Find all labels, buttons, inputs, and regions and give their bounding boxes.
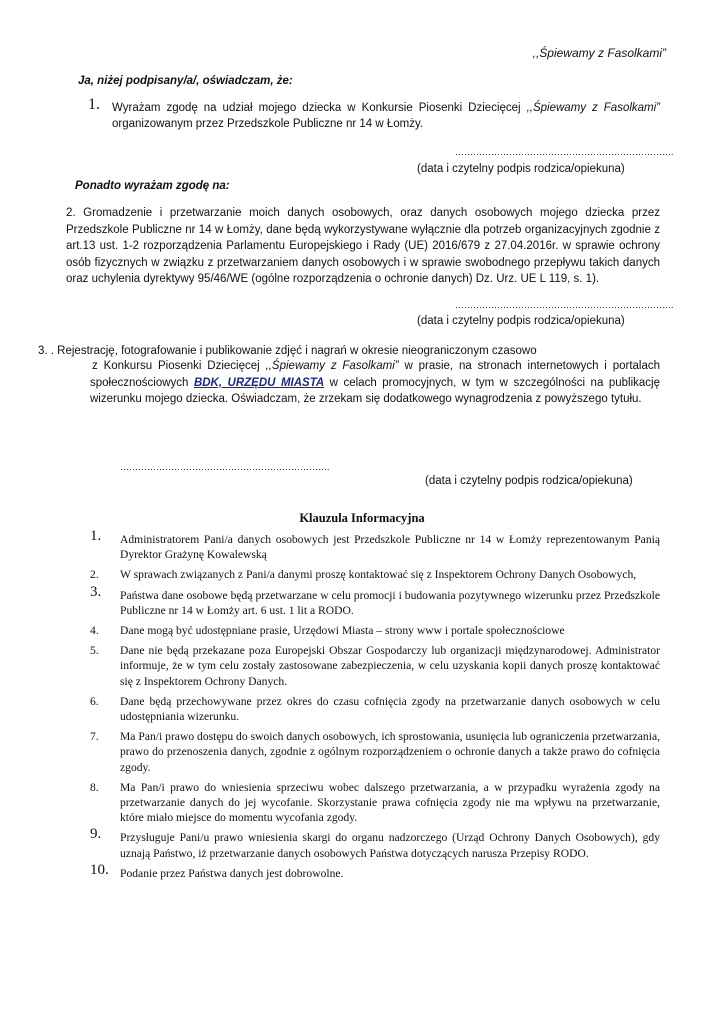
klauzula-item <box>90 528 660 562</box>
klauzula-item-number: 2. <box>90 568 99 582</box>
klauzula-list <box>90 528 660 886</box>
klauzula-item-text: Administratorem Pani/a danych osobowych jest Przedszkole Publiczne nr 14 w Łomży reprezentowanym Panią Dyrektor Grażynę Kowalewską <box>120 533 660 562</box>
klauzula-item-text: Ma Pan/i prawo dostępu do swoich danych osobowych, ich sprostowania, usunięcia lub ograniczenia przetwarzania, prawo do przenoszenia danych, zgodnie z ogólnym rozporządzeniem o ochronie danych a także prawo do cofnięcia zgody. <box>120 730 660 774</box>
klauzula-item-number: 3. <box>90 583 102 600</box>
klauzula-item <box>90 643 660 689</box>
klauzula-item <box>90 583 660 618</box>
klauzula-item-number: 5. <box>90 644 99 658</box>
klauzula-item-text: Dane mogą być udostępniane prasie, Urzędowi Miasta – strony www i portale społecznościowe <box>120 624 565 638</box>
signature-caption-1: (data i czytelny podpis rodzica/opiekuna) <box>417 163 625 175</box>
klauzula-item-number: 4. <box>90 624 99 638</box>
klauzula-item-number: 7. <box>90 730 99 744</box>
klauzula-item-number: 10. <box>90 861 109 878</box>
brand-highlight: BDK, URZĘDU MIASTA <box>193 376 325 389</box>
klauzula-item-text: Dane nie będą przekazane poza Europejski Obszar Gospodarczy lub organizacji międzynarodowej. Administrator informuje, że w tym celu zostały zastosowane zabezpieczenia, w celu uzyskania kopii danych proszę kontaktować się z Inspektorem Ochrony Danych. <box>120 644 660 688</box>
signature-line-1: ………………………………………………………………. <box>455 147 674 157</box>
klauzula-item-number: 1. <box>90 528 102 544</box>
consent-intro: Ja, niżej podpisany/a/, oświadczam, że: <box>78 75 293 87</box>
consent-item-3-text-c: w celach promocyjnych, w tym w szczególności na publikację wizerunku mojego dziecka. Oświadczam, że zrzekam się dodatkowego wynagrodzenia z powyższego tytułu. <box>90 376 660 405</box>
klauzula-item <box>90 694 660 724</box>
consent-item-3-lead: 3. . Rejestrację, fotografowanie i publikowanie zdjęć i nagrań w okresie nieograniczonym czasowo <box>38 345 537 357</box>
consent-item-1-text-b: organizowanym przez Przedszkole Publiczne nr 14 w Łomży. <box>112 118 424 130</box>
consent-item-1-text-a: Wyrażam zgodę na udział mojego dziecka w Konkursie Piosenki Dziecięcej <box>112 102 527 114</box>
document-header-title: ,,Śpiewamy z Fasolkami” <box>532 46 666 60</box>
klauzula-item <box>90 623 660 638</box>
consent-item-1 <box>88 96 660 132</box>
klauzula-item-text: W sprawach związanych z Pani/a danymi proszę kontaktować się z Inspektorem Ochrony Danych Osobowych, <box>120 568 637 582</box>
signature-caption-2: (data i czytelny podpis rodzica/opiekuna) <box>417 315 625 327</box>
contest-title: ,,Śpiewamy z Fasolkami” <box>526 102 660 114</box>
consent-item-3-text-b: w prasie, na stronach internetowych i portalach społecznościowych <box>90 360 661 389</box>
consent-item-3-text-a: z Konkursu Piosenki Dziecięcej <box>92 360 266 372</box>
signature-line-3: ……………………………………………………………. <box>120 462 330 472</box>
signature-line-2: ………………………………………………………………. <box>455 300 674 310</box>
klauzula-item <box>90 729 660 775</box>
klauzula-item-text: Podanie przez Państwa danych jest dobrowolne. <box>120 866 344 880</box>
klauzula-item-number: 6. <box>90 694 99 708</box>
klauzula-title: Klauzula Informacyjna <box>299 511 425 525</box>
klauzula-item-text: Państwa dane osobowe będą przetwarzane w celu promocji i budowania pozytywnego wizerunku przez Przedszkole Publiczne nr 14 w Łomży art. 6 ust. 1 lit a RODO. <box>120 588 660 617</box>
klauzula-item <box>90 780 660 826</box>
klauzula-item-text: Dane będą przechowywane przez okres do czasu cofnięcia zgody na przetwarzanie danych osobowych w celu udostępniania wizerunku. <box>120 694 660 724</box>
klauzula-item <box>90 826 660 860</box>
klauzula-item-number: 9. <box>90 826 102 843</box>
consent-item-1-number: 1. <box>88 96 100 113</box>
contest-title-2: ,,Śpiewamy z Fasolkami” <box>265 360 399 372</box>
also-consent-heading: Ponadto wyrażam zgodę na: <box>75 180 230 192</box>
klauzula-item <box>90 567 660 582</box>
consent-item-3 <box>90 358 660 408</box>
klauzula-item-text: Ma Pan/i prawo do wniesienia sprzeciwu wobec dalszego przetwarzania, a w przypadku wyrażenia zgody na przetwarzanie danych do jej wycofanie. Skorzystanie prawa cofnięcia zgody nie ma wpływu na przetwarzanie, które miało miejsce do momentu wycofania zgody. <box>120 780 660 825</box>
klauzula-item-text: Przysługuje Pani/u prawo wniesienia skargi do organu nadzorczego (Urząd Ochrony Danych Osobowych), gdy uznają Państwo, iż przetwarzanie danych osobowych Państwa dotyczących narusza Przepisy RODO. <box>120 831 660 860</box>
klauzula-item-number: 8. <box>90 780 99 794</box>
signature-caption-3: (data i czytelny podpis rodzica/opiekuna) <box>425 475 633 487</box>
klauzula-item <box>90 861 660 881</box>
consent-item-2: 2. Gromadzenie i przetwarzanie moich danych osobowych, oraz danych osobowych mojego dziecka przez Przedszkole Publiczne nr 14 w Łomży, dane będą wykorzystywane wyłącznie dla potrzeb organizacyjnych zgodnie z art.13 ust. 1-2 rozporządzenia Parlamentu Europejskiego i Rady (UE) 2016/679 z 27.04.2016r. w sprawie ochrony osób fizycznych w związku z przetwarzaniem danych osobowych i w sprawie swobodnego przepływu takich danych oraz uchylenia dyrektywy 95/46/WE (ogólne rozporządzenia o ochronie danych) Dz. Urz. UE L 119, s. 1). <box>66 207 660 285</box>
